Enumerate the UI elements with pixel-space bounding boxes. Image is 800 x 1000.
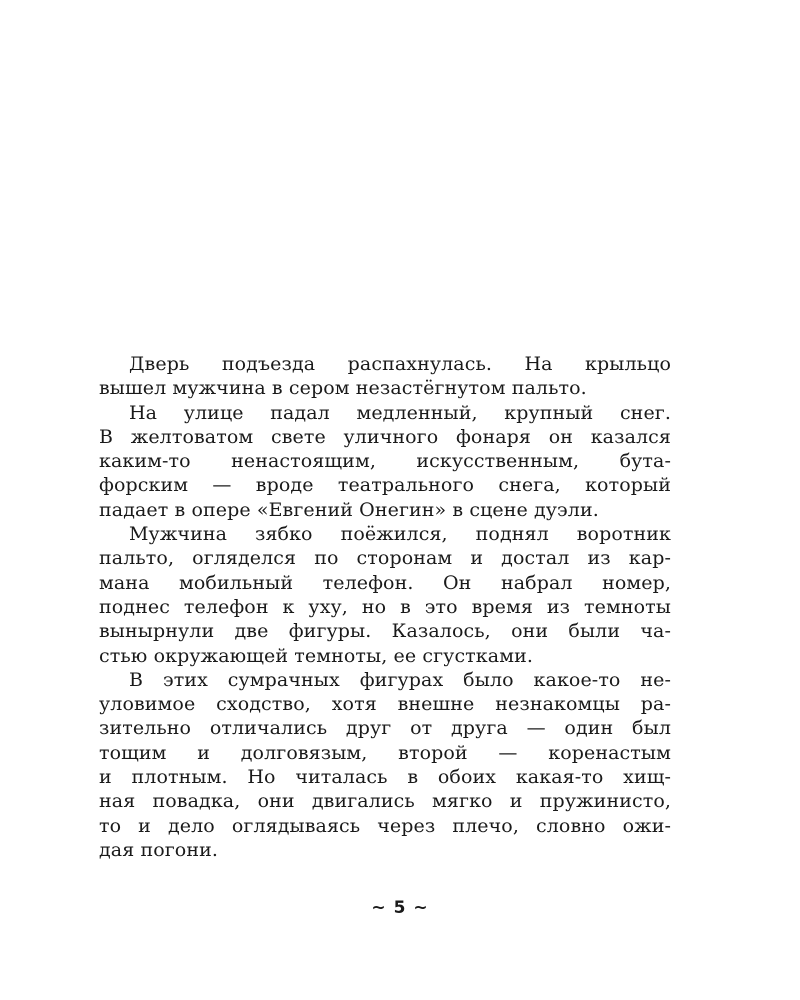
text-line: В этих сумрачных фигурах было какое-то не- (129, 668, 671, 691)
text-line: На улице падал медленный, крупный снег. (129, 401, 671, 424)
text-line: зительно отличались друг от друга — один был (99, 717, 671, 740)
text-line: тощим и долговязым, второй — коренастым (99, 741, 671, 764)
text-line: вышел мужчина в сером незастёгнутом пальто. (99, 377, 587, 400)
page-number: ~ 5 ~ (371, 898, 429, 918)
text-line: мана мобильный телефон. Он набрал номер, (99, 571, 671, 594)
text-line: форским — вроде театрального снега, который (99, 474, 671, 497)
text-line: и плотным. Но читалась в обоих какая-то хищ- (99, 766, 671, 789)
text-line: падает в опере «Евгений Онегин» в сцене дуэли. (99, 498, 599, 521)
text-line: вынырнули две фигуры. Казалось, они были ча- (99, 620, 671, 643)
text-line: Дверь подъезда распахнулась. На крыльцо (129, 353, 671, 375)
text-line: поднес телефон к уху, но в это время из темноты (99, 595, 671, 618)
text-line: пальто, огляделся по сторонам и достал из кар- (99, 547, 671, 570)
text-line: уловимое сходство, хотя внешне незнакомцы ра- (99, 693, 671, 716)
text-line: то и дело оглядываясь через плечо, словно ожи- (99, 814, 671, 837)
text-line: стью окружающей темноты, ее сгустками. (99, 644, 533, 667)
text-line: ная повадка, они двигались мягко и пружинисто, (99, 790, 671, 813)
body-text (99, 352, 671, 862)
text-line: дая погони. (99, 838, 219, 861)
text-line: каким-то ненастоящим, искусственным, бута- (99, 450, 671, 473)
text-line: В желтоватом свете уличного фонаря он казался (99, 425, 671, 448)
text-line: Мужчина зябко поёжился, поднял воротник (129, 523, 671, 546)
